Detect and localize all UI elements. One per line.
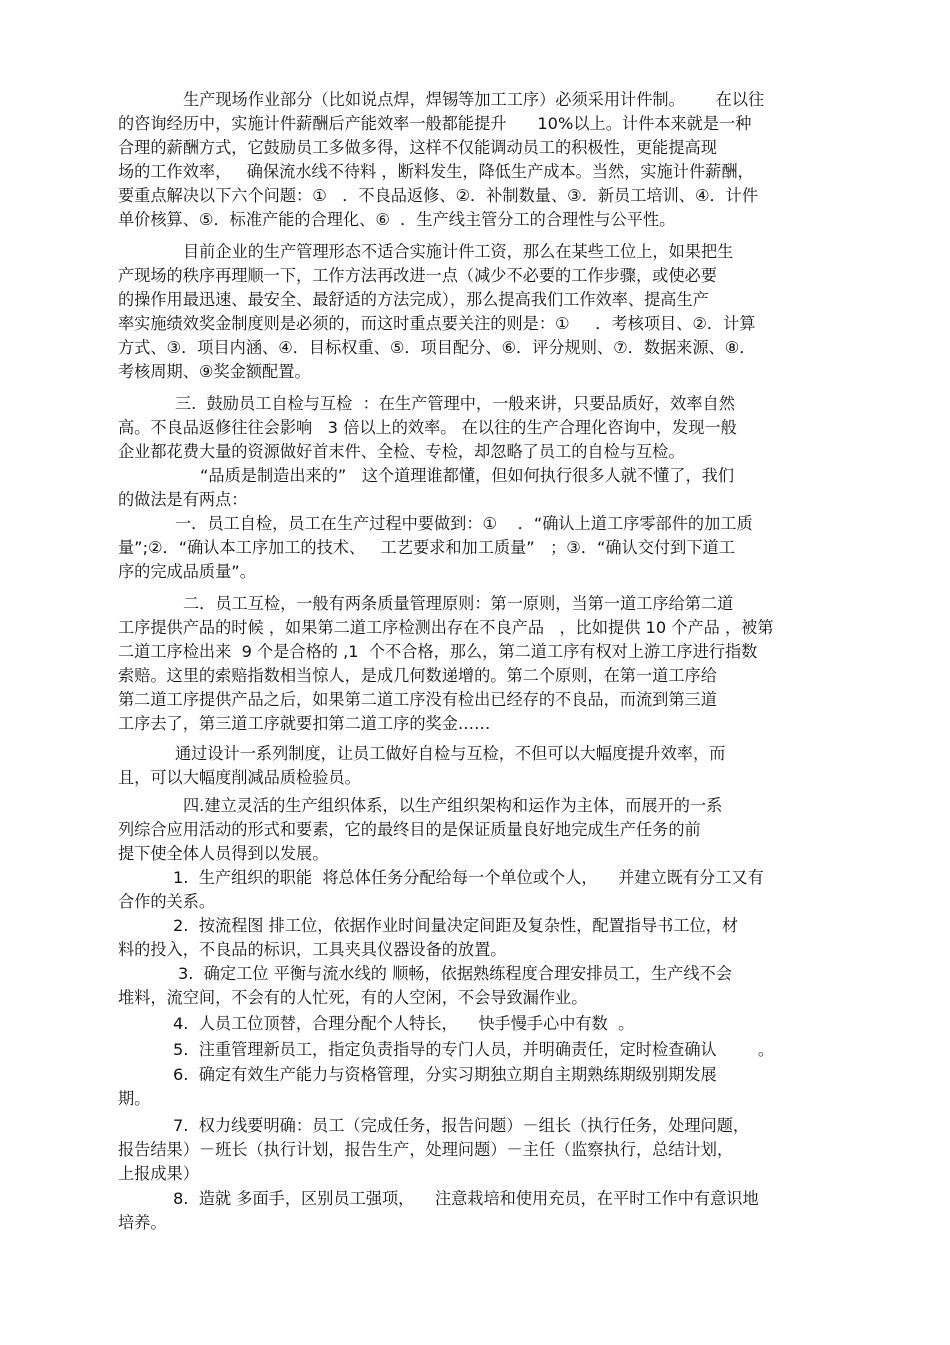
text-line: 场的工作效率， 确保流水线不待料 ，断料发生，降低生产成本。当然，实施计件薪酬， (118, 162, 754, 181)
text-line: 四.建立灵活的生产组织体系，以生产组织架构和运作为主体，而展开的一系 (183, 796, 723, 815)
text-line: 期。 (118, 1089, 151, 1108)
text-line: 的做法是有两点： (118, 490, 248, 509)
text-line: 合作的关系。 (118, 892, 216, 911)
text-line: 5. 注重管理新员工，指定负责指导的专门人员，并明确责任，定时检查确认 。 (173, 1040, 775, 1059)
text-line: 6. 确定有效生产能力与资格管理，分实习期独立期自主期熟练期级别期发展 (173, 1065, 717, 1084)
text-line: 考核周期、⑨奖金额配置。 (118, 362, 311, 381)
text-line: 一．员工自检，员工在生产过程中要做到：① ．“确认上道工序零部件的加工质 (175, 514, 753, 533)
text-line: 通过设计一系列制度，让员工做好自检与互检，不但可以大幅度提升效率，而 (175, 744, 726, 763)
text-line: 索赔。这里的索赔指数相当惊人，是成几何数递增的。第二个原则，在第一道工序给 (118, 666, 717, 685)
text-line: 单价核算、⑤．标准产能的合理化、⑥ ．生产线主管分工的合理性与公平性。 (118, 210, 676, 229)
text-line: 提下使全体人员得到以发展。 (118, 844, 329, 863)
text-line: 8. 造就 多面手，区别员工强项， 注意栽培和使用充员，在平时工作中有意识地 (173, 1189, 759, 1208)
text-line: 二道工序检出来 9 个是合格的 ,1 个不合格，那么，第二道工序有权对上游工序进行指数 (118, 642, 758, 661)
text-line: 要重点解决以下六个问题：① ．不良品返修、②．补制数量、③．新员工培训、④．计件 (118, 186, 759, 205)
text-line: 合理的薪酬方式，它鼓励员工多做多得，这样不仅能调动员工的积极性，更能提高现 (118, 138, 717, 157)
text-line: 的咨询经历中，实施计件薪酬后产能效率一般都能提升 10%以上。计件本来就是一种 (118, 114, 752, 133)
text-line: 序的完成品质量”。 (118, 562, 256, 581)
text-line: 报告结果）－班长（执行计划，报告生产，处理问题）－主任（监察执行，总结计划， (118, 1140, 734, 1159)
text-line: 培养。 (118, 1213, 167, 1232)
text-line: 生产现场作业部分（比如说点焊，焊锡等加工工序）必须采用计件制。 在以往 (183, 90, 765, 109)
text-line: 且，可以大幅度削减品质检验员。 (118, 768, 361, 787)
text-line: 目前企业的生产管理形态不适合实施计件工资，那么在某些工位上，如果把生 (183, 242, 734, 261)
text-line: 2. 按流程图 排工位，依据作业时间量决定间距及复杂性，配置指导书工位，材 (173, 916, 739, 935)
text-line: 企业都花费大量的资源做好首末件、全检、专检，却忽略了员工的自检与互检。 (118, 442, 685, 461)
text-line: 料的投入，不良品的标识，工具夹具仪器设备的放置。 (118, 940, 507, 959)
text-line: 二．员工互检，一般有两条质量管理原则：第一原则，当第一道工序给第二道 (183, 594, 734, 613)
text-line: 上报成果） (118, 1164, 199, 1183)
text-line: 工序去了，第三道工序就要扣第二道工序的奖金…… (118, 714, 491, 733)
text-line: 量”;②．“确认本工序加工的技术、 工艺要求和加工质量” ；③．“确认交付到下道工 (118, 538, 735, 557)
text-line: 堆料，流空间，不会有的人忙死，有的人空闲，不会导致漏作业。 (118, 988, 588, 1007)
text-line: “品质是制造出来的” 这个道理谁都懂，但如何执行很多人就不懂了，我们 (200, 466, 735, 485)
text-line: 4. 人员工位顶替，合理分配个人特长， 快手慢手心中有数 。 (173, 1014, 635, 1033)
text-line: 列综合应用活动的形式和要素，它的最终目的是保证质量良好地完成生产任务的前 (118, 820, 701, 839)
text-line: 产现场的秩序再理顺一下，工作方法再改进一点（减少不必要的工作步骤，或使必要 (118, 266, 717, 285)
text-line: 的操作用最迅速、最安全、最舒适的方法完成），那么提高我们工作效率、提高生产 (118, 290, 709, 309)
text-line: 高。不良品返修往往会影响 3 倍以上的效率。 在以往的生产合理化咨询中，发现一般 (118, 418, 737, 437)
text-line: 3. 确定工位 平衡与流水线的 顺畅，依据熟练程度合理安排员工，生产线不会 (178, 964, 733, 983)
text-line: 率实施绩效奖金制度则是必须的，而这时重点要关注的则是：① ．考核项目、②．计算 (118, 314, 756, 333)
text-line: 第二道工序提供产品之后，如果第二道工序没有检出已经存的不良品，而流到第三道 (118, 690, 717, 709)
text-line: 工序提供产品的时候 ，如果第二道工序检测出存在不良产品 ，比如提供 10 个产品 ，被第 (118, 618, 774, 637)
text-line: 7. 权力线要明确：员工（完成任务，报告问题）－组长（执行任务，处理问题， (173, 1116, 750, 1135)
text-line: 方式、③．项目内涵、④．目标权重、⑤．项目配分、⑥．评分规则、⑦．数据来源、⑧． (118, 338, 756, 357)
text-line: 三. 鼓励员工自检与互检 ：在生产管理中，一般来讲，只要品质好，效率自然 (175, 394, 735, 413)
text-line: 1. 生产组织的职能 将总体任务分配给每一个单位或个人， 并建立既有分工又有 (173, 868, 764, 887)
